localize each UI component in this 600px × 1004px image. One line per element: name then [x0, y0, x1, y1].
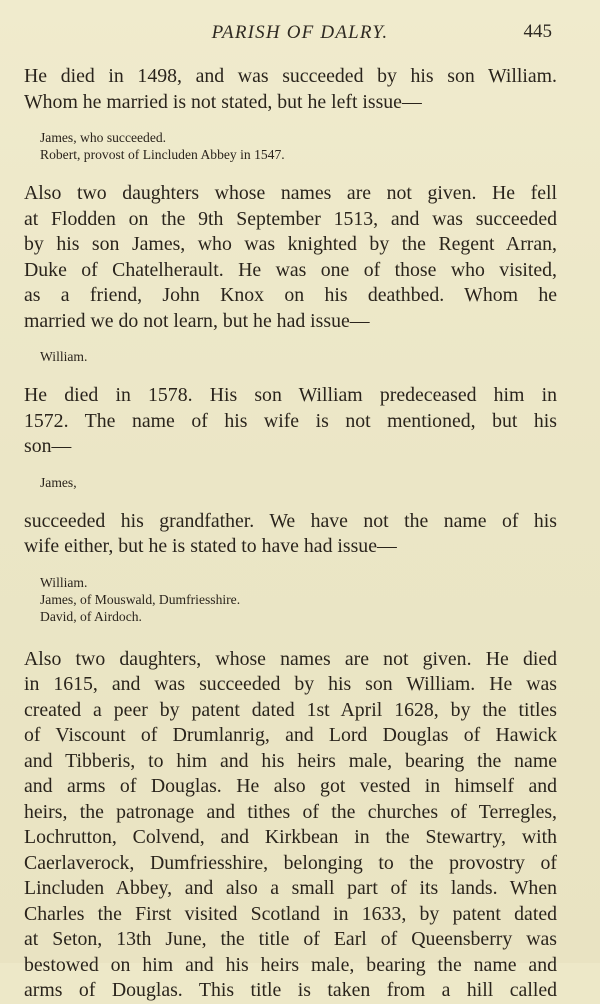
issue-list-4 — [24, 574, 557, 625]
text-line: by his son James, who was knighted by the Regent Arran, — [24, 233, 557, 255]
text-line: Also two daughters, whose names are not given. He died — [24, 647, 557, 670]
text-line: Caerlaverock, Dumfriesshire, belonging to the provostry of — [24, 851, 557, 874]
text-line: 1572. The name of his wife is not mentioned, but his — [24, 409, 557, 432]
text-line: bestowed on him and his heirs male, bearing the name and — [24, 953, 557, 976]
text-line: Lincluden Abbey, and also a small part of its lands. When — [24, 877, 557, 899]
issue-list-3 — [24, 474, 557, 491]
issue-list-1 — [24, 129, 557, 163]
issue-list-2 — [24, 348, 557, 365]
text-line: Duke of Chatelherault. He was one of those who visited, — [24, 258, 557, 281]
paragraph-4 — [24, 509, 557, 560]
text-line: at Flodden on the 9th September 1513, and was succeeded — [24, 207, 557, 230]
text-line: son— — [24, 435, 72, 457]
list-item: William. — [40, 574, 88, 590]
paragraph-1 — [24, 64, 557, 115]
text-line: and arms of Douglas. He also got vested in himself and — [24, 775, 557, 797]
list-item: Robert, provost of Lincluden Abbey in 1547. — [40, 147, 285, 162]
paragraph-3 — [24, 383, 557, 460]
text-line: succeeded his grandfather. We have not the name of his — [24, 509, 557, 532]
list-item: James, who succeeded. — [40, 130, 167, 145]
text-line: and Tibberis, to him and his heirs male, bearing the name — [24, 749, 557, 772]
text-line: Charles the First visited Scotland in 1633, by patent dated — [24, 902, 557, 925]
text-line: Also two daughters whose names are not given. He fell — [24, 182, 557, 204]
page-body — [24, 64, 557, 1004]
text-line: arms of Douglas. This title is taken from a hill called — [24, 979, 557, 1001]
text-line: at Seton, 13th June, the title of Earl of Queensberry was — [24, 928, 557, 950]
text-line: He died in 1498, and was succeeded by his son William. — [24, 65, 557, 87]
list-item: James, of Mouswald, Dumfriesshire. — [40, 591, 241, 607]
page-number: 445 — [523, 21, 552, 42]
text-line: Lochrutton, Colvend, and Kirkbean in the Stewartry, with — [24, 826, 557, 848]
text-line: heirs, the patronage and tithes of the churches of Terregles, — [24, 800, 557, 823]
running-head: PARISH OF DALRY. — [211, 22, 389, 43]
text-line: wife either, but he is stated to have had issue— — [24, 535, 397, 557]
text-line: as a friend, John Knox on his deathbed. Whom he — [24, 284, 557, 306]
text-line: created a peer by patent dated 1st April 1628, by the titles — [24, 698, 557, 721]
paragraph-2 — [24, 181, 557, 334]
text-line: He died in 1578. His son William predeceased him in — [24, 384, 557, 406]
text-line: of Viscount of Drumlanrig, and Lord Douglas of Hawick — [24, 724, 557, 746]
text-line: Whom he married is not stated, but he left issue— — [24, 90, 422, 113]
page-header — [0, 20, 600, 50]
list-item: James, — [40, 474, 77, 490]
list-item: David, of Airdoch. — [40, 608, 142, 624]
paragraph-5 — [24, 647, 557, 1004]
list-item: William. — [40, 349, 88, 364]
text-line: in 1615, and was succeeded by his son William. He was — [24, 673, 557, 695]
text-line: married we do not learn, but he had issue— — [24, 309, 370, 332]
